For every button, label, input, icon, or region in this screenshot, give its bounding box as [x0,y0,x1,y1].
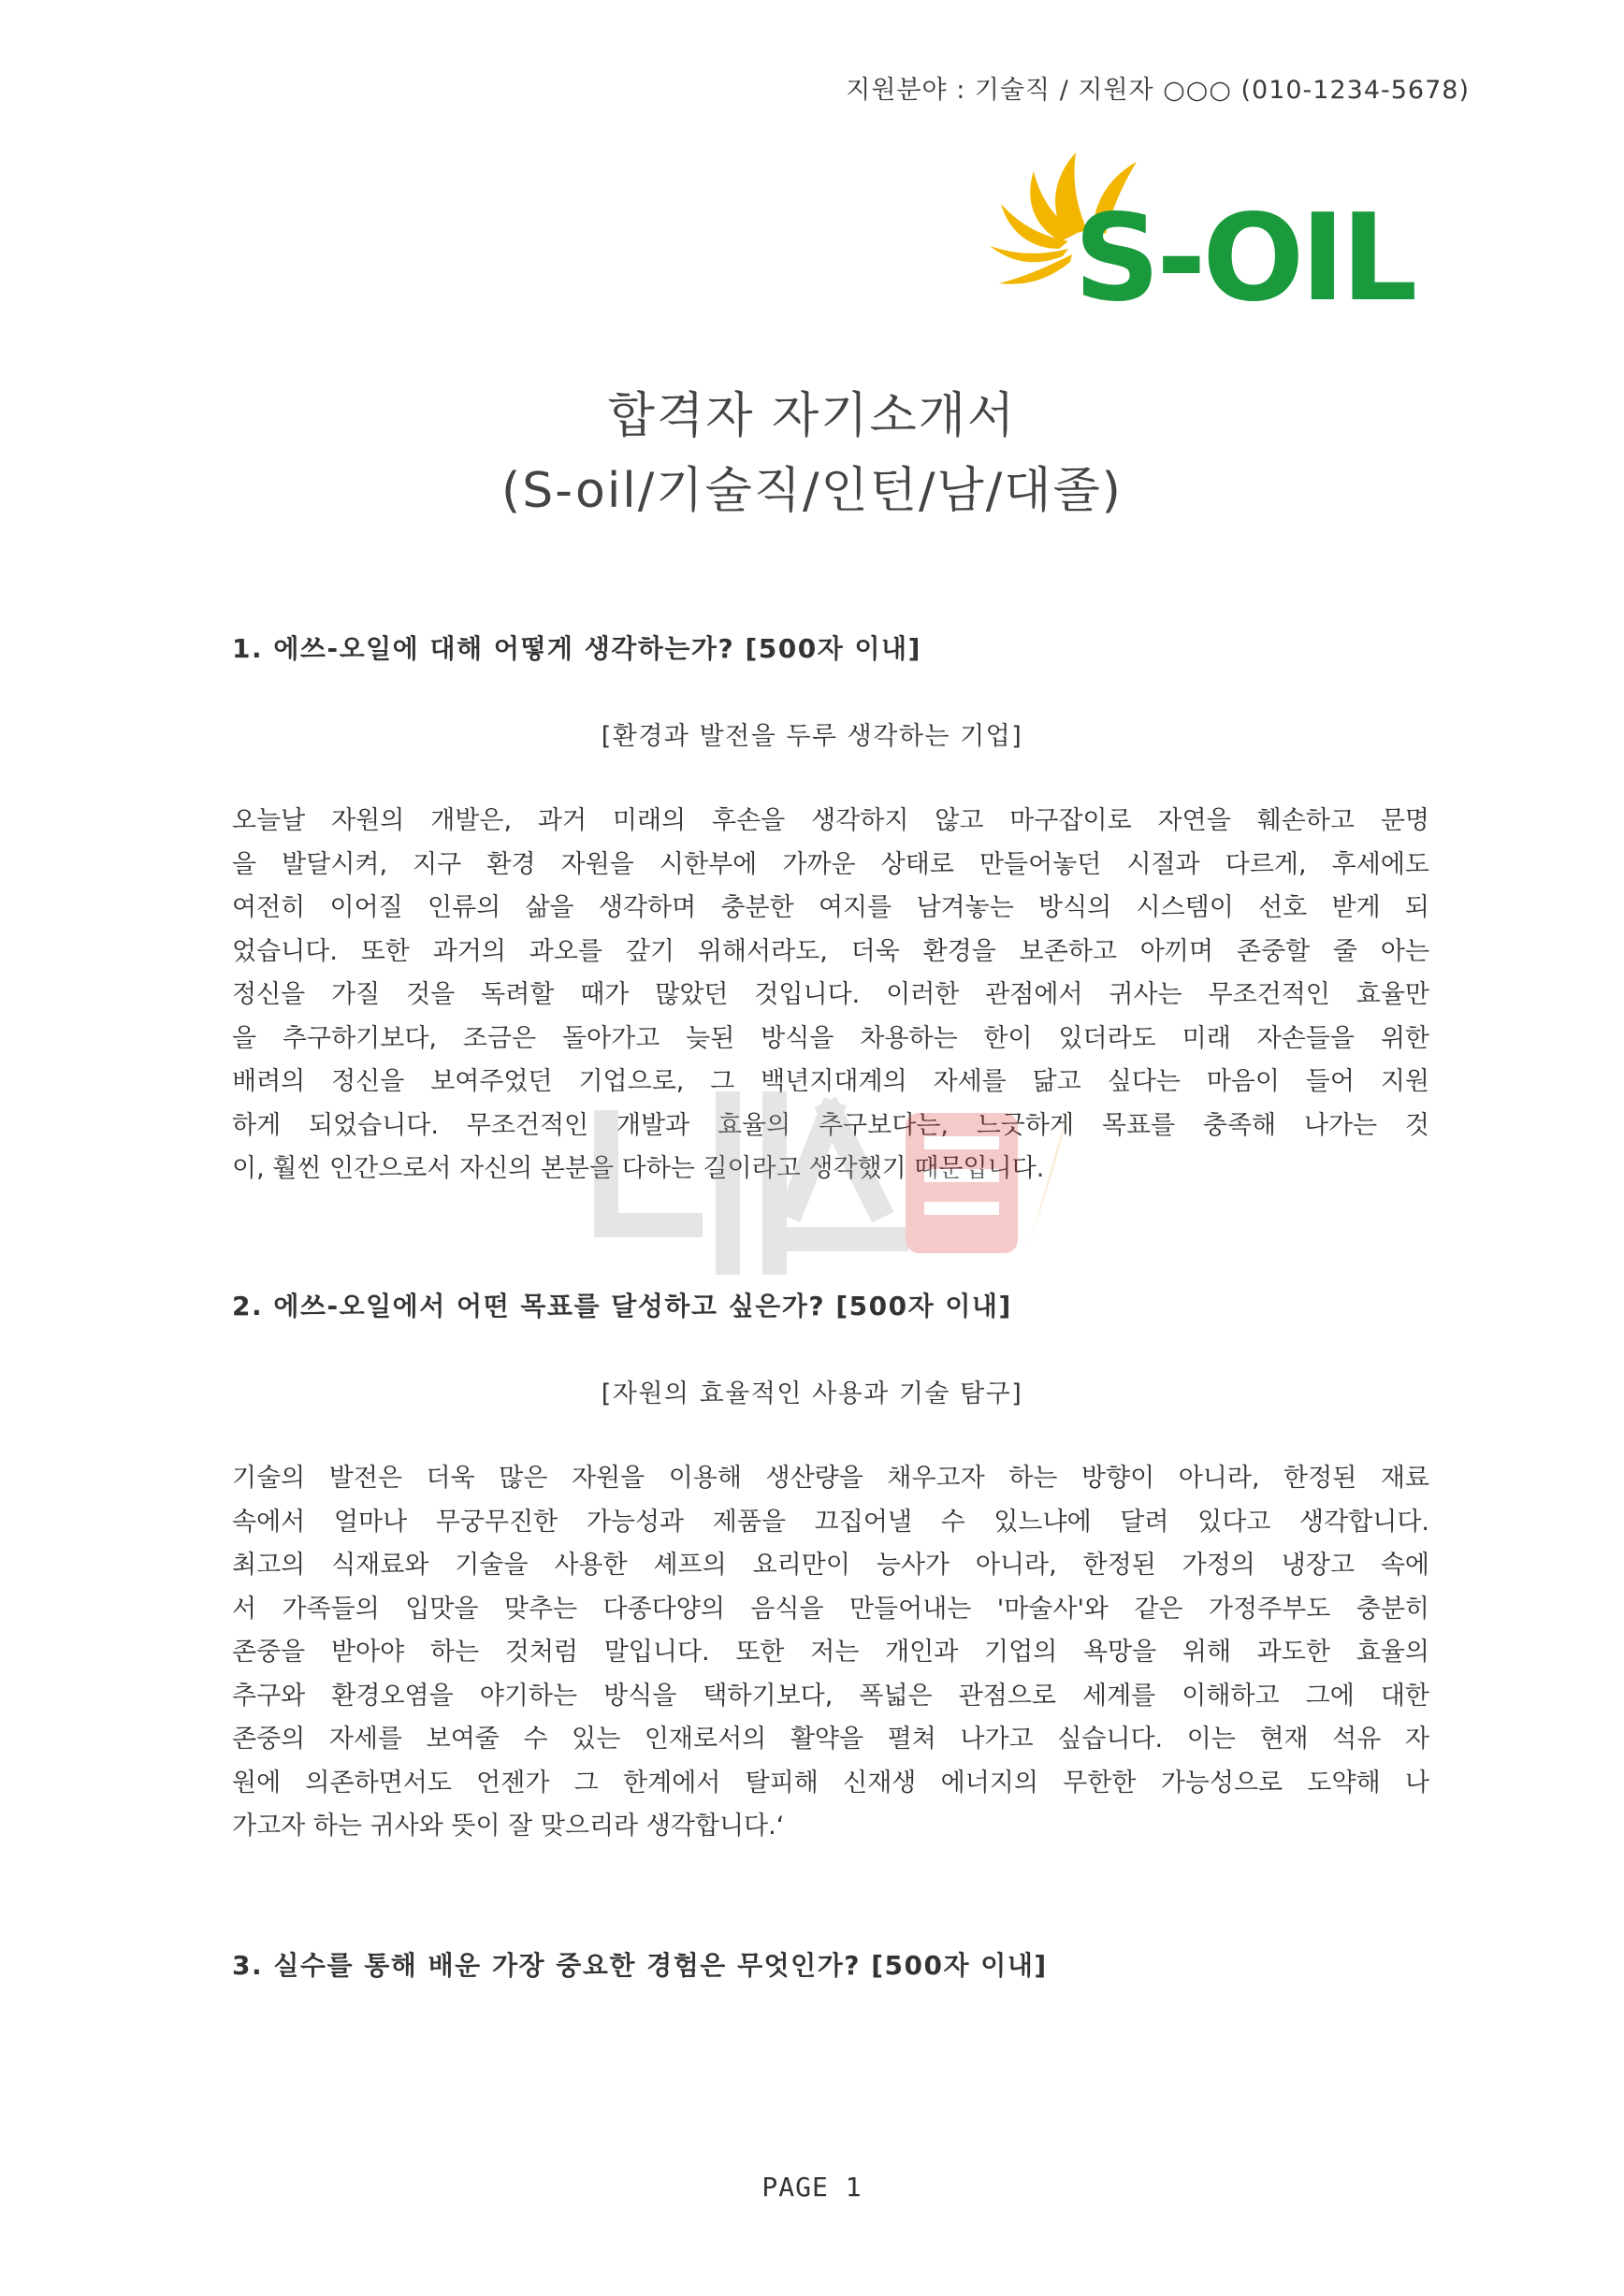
answer-2-line: 기술의 발전은 더욱 많은 자원을 이용해 생산량을 채우고자 하는 방향이 아니라, 한정된 재료 [232,1464,1429,1493]
answer-2-line: 서 가족들의 입맛을 맞추는 다종다양의 음식을 만들어내는 '마술사'와 같은 가정주부도 충분히 [232,1594,1429,1624]
answer-1-line: 을 추구하기보다, 조금은 돌아가고 늦된 방식을 차용하는 한이 있더라도 미래 자손들을 위한 [232,1023,1429,1053]
answer-2-line: 속에서 얼마나 무궁무진한 가능성과 제품을 끄집어낼 수 있느냐에 달려 있다고 생각합니다. [232,1507,1429,1537]
answer-2-line: 추구와 환경오염을 야기하는 방식을 택하기보다, 폭넓은 관점으로 세계를 이해하고 그에 대한 [232,1681,1429,1711]
answer-1-line: 이, 훨씬 인간으로서 자신의 본분을 다하는 길이라고 생각했기 때문입니다. [232,1154,1045,1183]
question-1: 1. 에쓰-오일에 대해 어떻게 생각하는가? [500자 이내] [232,633,921,664]
answer-1-line: 하게 되었습니다. 무조건적인 개발과 효율의 추구보다는, 느긋하게 목표를 충족해 나가는 것 [232,1110,1429,1140]
answer-2-line: 존중의 자세를 보여줄 수 있는 인재로서의 활약을 펼쳐 나가고 싶습니다. 이는 현재 석유 자 [232,1725,1429,1754]
logo-text: S-OIL [1074,189,1414,307]
answer-1-subtitle: [환경과 발전을 두루 생각하는 기업] [601,722,1023,751]
title-line-1: 합격자 자기소개서 [607,388,1017,444]
question-3: 3. 실수를 통해 배운 가장 중요한 경험은 무엇인가? [500자 이내] [232,1950,1048,1981]
answer-2-line: 가고자 하는 귀사와 뜻이 잘 맞으리라 생각합니다.‘ [232,1812,785,1841]
title-line-2: (S-oil/기술직/인턴/남/대졸) [501,463,1123,519]
header-info: 지원분야 : 기술직 / 지원자 ○○○ (010-1234-5678) [846,76,1470,105]
answer-2-subtitle: [자원의 효율적인 사용과 기술 탐구] [601,1379,1023,1408]
answer-2-line: 존중을 받아야 하는 것처럼 말입니다. 또한 저는 개인과 기업의 욕망을 위해 과도한 효율의 [232,1638,1429,1667]
answer-2-line: 원에 의존하면서도 언젠가 그 한계에서 탈피해 신재생 에너지의 무한한 가능성으로 도약해 나 [232,1768,1429,1798]
answer-1-line: 을 발달시켜, 지구 환경 자원을 시한부에 가까운 상태로 만들어놓던 시절과 다르게, 후세에도 [232,849,1429,879]
answer-1-line: 배려의 정신을 보여주었던 기업으로, 그 백년지대계의 자세를 닮고 싶다는 마음이 들어 지원 [232,1067,1429,1096]
s-oil-logo [982,148,1431,307]
answer-1 [232,800,1429,1191]
question-2: 2. 에쓰-오일에서 어떤 목표를 달성하고 싶은가? [500자 이내] [232,1291,1012,1321]
document-title [0,379,1624,528]
answer-2-line: 최고의 식재료와 기술을 사용한 셰프의 요리만이 능사가 아니라, 한정된 가정의 냉장고 속에 [232,1551,1429,1580]
answer-1-line: 정신을 가질 것을 독려할 때가 많았던 것입니다. 이러한 관점에서 귀사는 무조건적인 효율만 [232,980,1429,1009]
answer-1-line: 오늘날 자원의 개발은, 과거 미래의 후손을 생각하지 않고 마구잡이로 자연을 훼손하고 문명 [232,806,1429,835]
answer-2 [232,1457,1429,1849]
answer-1-line: 었습니다. 또한 과거의 과오를 갚기 위해서라도, 더욱 환경을 보존하고 아끼며 존중할 줄 아는 [232,936,1429,966]
page-number: PAGE 1 [761,2172,863,2202]
answer-1-line: 여전히 이어질 인류의 삶을 생각하며 충분한 여지를 남겨놓는 방식의 시스템이 선호 받게 되 [232,893,1429,922]
